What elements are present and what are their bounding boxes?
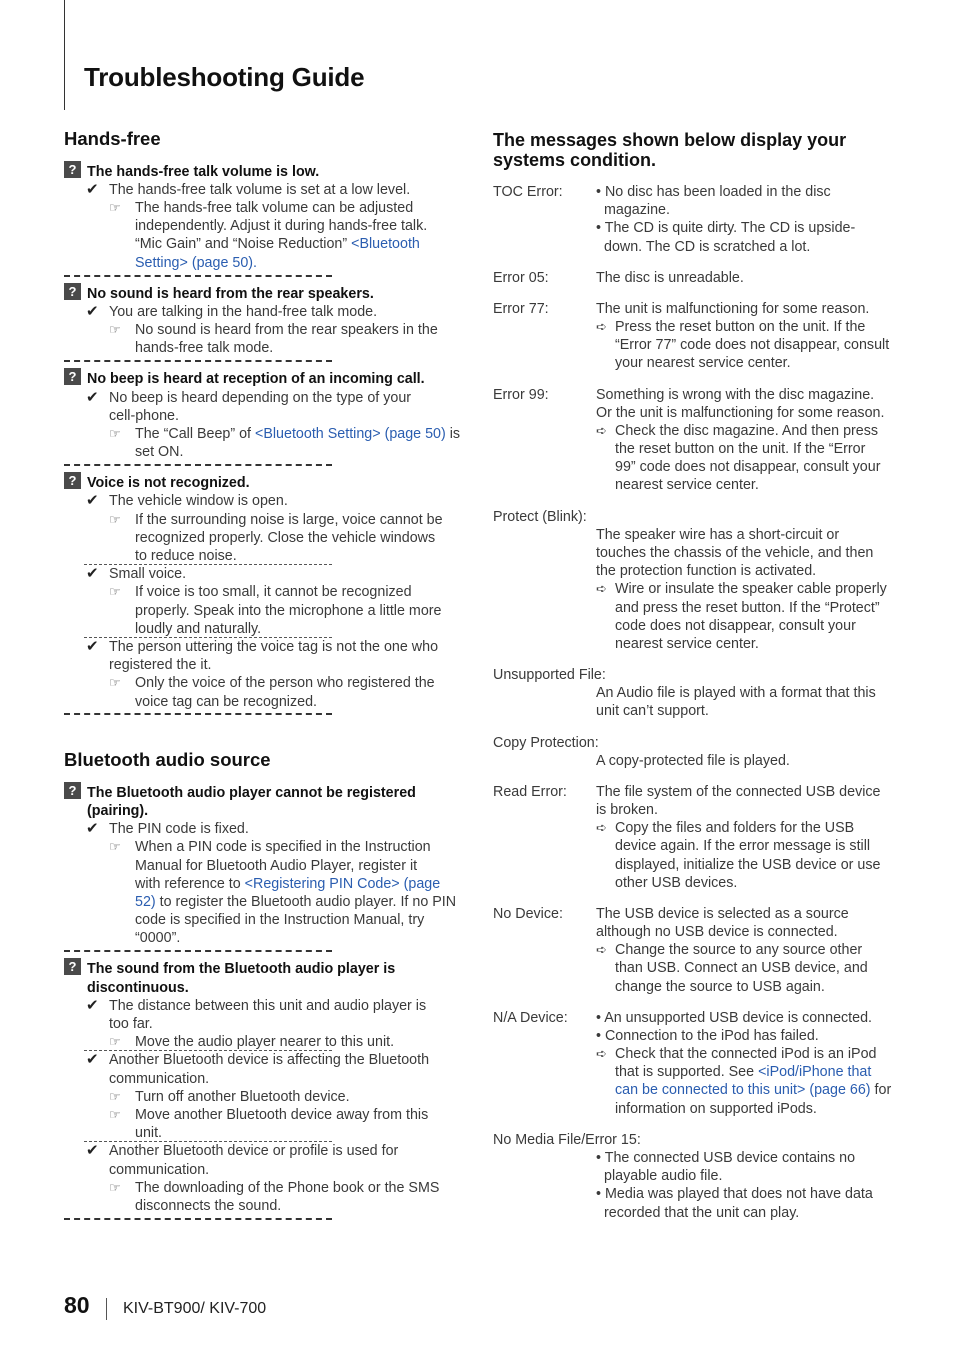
remedy-text: If voice is too small, it cannot be recognized [135, 584, 412, 600]
remedy-text-part: “Mic Gain” and “Noise Reduction” [135, 236, 352, 252]
message-text: touches the chassis of the vehicle, and then [596, 545, 874, 561]
message-text: The USB device is selected as a source [596, 906, 849, 922]
divider [64, 713, 332, 715]
cause-text: The person uttering the voice tag is not the one who [109, 639, 439, 655]
message-label: TOC Error: [493, 184, 563, 200]
message-text: The unit is malfunctioning for some reason. [596, 301, 870, 317]
reference-icon: ☞ [109, 200, 121, 215]
message-action-part: for [870, 1082, 892, 1098]
problem-title: The Bluetooth audio player cannot be registered [87, 785, 416, 801]
reference-icon: ☞ [109, 1034, 121, 1049]
remedy-text: unit. [135, 1125, 163, 1141]
page-title: Troubleshooting Guide [84, 62, 365, 92]
bluetooth-setting-link[interactable]: <Bluetooth Setting> (page 50) [255, 426, 446, 442]
message-text: The file system of the connected USB device [596, 784, 881, 800]
message-action: 99” code does not disappear, consult your [615, 459, 881, 475]
cause-text: communication. [109, 1162, 210, 1178]
cause-text: You are talking in the hand-free talk mode. [109, 304, 378, 320]
message-label: No Media File/Error 15: [493, 1132, 641, 1148]
divider [64, 1218, 332, 1220]
remedy-text: independently. Adjust it during hands-free talk. [135, 218, 428, 234]
remedy-text: to reduce noise. [135, 548, 237, 564]
cause-text: communication. [109, 1071, 210, 1087]
message-text: is broken. [596, 802, 658, 818]
reference-icon: ☞ [109, 1089, 121, 1104]
check-icon: ✔ [86, 303, 99, 320]
problem-title: discontinuous. [87, 980, 189, 996]
remedy-text: loudly and naturally. [135, 621, 262, 637]
cause-text: The hands-free talk volume is set at a low level. [109, 182, 411, 198]
message-text: A copy-protected file is played. [596, 753, 790, 769]
remedy-text: Move the audio player nearer to this unit. [135, 1034, 395, 1050]
remedy-text [135, 425, 460, 443]
remedy-text: Turn off another Bluetooth device. [135, 1089, 350, 1105]
message-text: recorded that the unit can play. [604, 1205, 800, 1221]
question-icon: ? [64, 368, 81, 385]
arrow-icon: ➪ [596, 820, 607, 835]
remedy-text-part: . [253, 255, 258, 271]
message-action: “Error 77” code does not disappear, consult [615, 337, 890, 353]
check-icon: ✔ [86, 389, 99, 406]
remedy-text: properly. Speak into the microphone a little more [135, 603, 442, 619]
message-action: Check the disc magazine. And then press [615, 423, 879, 439]
remedy-text: recognized properly. Close the vehicle windows [135, 530, 436, 546]
reference-icon: ☞ [109, 584, 121, 599]
reference-icon: ☞ [109, 512, 121, 527]
problem-title: No sound is heard from the rear speakers. [87, 286, 374, 302]
arrow-icon: ➪ [596, 1046, 607, 1061]
check-icon: ✔ [86, 565, 99, 582]
message-action [615, 1063, 871, 1081]
message-text: the protection function is activated. [596, 563, 817, 579]
remedy-text: The downloading of the Phone book or the SMS [135, 1180, 440, 1196]
section-heading-hands-free: Hands-free [64, 128, 161, 149]
message-text: • The CD is quite dirty. The CD is upside- [596, 220, 856, 236]
ipod-iphone-link[interactable]: can be connected to this unit> (page 66) [615, 1082, 871, 1098]
message-action: displayed, initialize the USB device or use [615, 857, 881, 873]
question-icon: ? [64, 161, 81, 178]
message-action: code does not disappear, consult your [615, 618, 856, 634]
bluetooth-setting-link[interactable]: <Bluetooth [351, 236, 420, 252]
message-label: Error 99: [493, 387, 549, 403]
reference-icon: ☞ [109, 839, 121, 854]
message-action: Change the source to any source other [615, 942, 863, 958]
cause-text: No beep is heard depending on the type of your [109, 390, 412, 406]
message-text: • Connection to the iPod has failed. [596, 1028, 819, 1044]
message-text: • An unsupported USB device is connected. [596, 1010, 873, 1026]
message-action: nearest service center. [615, 477, 759, 493]
message-label: No Device: [493, 906, 563, 922]
divider [64, 360, 332, 362]
check-icon: ✔ [86, 181, 99, 198]
message-label: Copy Protection: [493, 735, 599, 751]
message-action: other USB devices. [615, 875, 738, 891]
reference-icon: ☞ [109, 1180, 121, 1195]
arrow-icon: ➪ [596, 423, 607, 438]
message-action: the reset button on the unit. If the “Error [615, 441, 866, 457]
question-icon: ? [64, 472, 81, 489]
remedy-text: code is specified in the Instruction Manual, try [135, 912, 425, 928]
divider [64, 275, 332, 277]
heading-line: systems condition. [493, 150, 657, 170]
remedy-text: Only the voice of the person who registered the [135, 675, 435, 691]
cause-text: Another Bluetooth device is affecting the Bluetooth [109, 1052, 430, 1068]
cause-text: The vehicle window is open. [109, 493, 288, 509]
message-action: Press the reset button on the unit. If the [615, 319, 866, 335]
heading-line: The messages shown below display your [493, 130, 847, 150]
message-action: device again. If the error message is still [615, 838, 871, 854]
remedy-text [135, 875, 440, 893]
problem-title: Voice is not recognized. [87, 475, 250, 491]
message-action: Copy the files and folders for the USB [615, 820, 855, 836]
divider [64, 464, 332, 466]
remedy-text [135, 235, 420, 253]
remedy-text: Move another Bluetooth device away from this [135, 1107, 429, 1123]
message-action: than USB. Connect an USB device, and [615, 960, 868, 976]
message-text: Or the unit is malfunctioning for some reason. [596, 405, 885, 421]
problem-title: The hands-free talk volume is low. [87, 164, 320, 180]
check-icon: ✔ [86, 492, 99, 509]
arrow-icon: ➪ [596, 942, 607, 957]
message-text: • The connected USB device contains no [596, 1150, 856, 1166]
message-action [615, 1081, 891, 1099]
arrow-icon: ➪ [596, 319, 607, 334]
problem-title: No beep is heard at reception of an incoming call. [87, 371, 425, 387]
message-label: Protect (Blink): [493, 509, 587, 525]
message-text: Something is wrong with the disc magazine. [596, 387, 875, 403]
message-action: Wire or insulate the speaker cable properly [615, 581, 887, 597]
message-text: magazine. [604, 202, 670, 218]
message-label: Unsupported File: [493, 667, 606, 683]
cause-text: The distance between this unit and audio player is [109, 998, 427, 1014]
message-action: and press the reset button. If the “Protect” [615, 600, 880, 616]
remedy-text: disconnects the sound. [135, 1198, 282, 1214]
message-action: nearest service center. [615, 636, 759, 652]
header-rule [64, 0, 65, 110]
message-text: An Audio file is played with a format that this [596, 685, 876, 701]
cause-text: The PIN code is fixed. [109, 821, 249, 837]
remedy-text-part: is [445, 426, 461, 442]
remedy-text: When a PIN code is specified in the Instruction [135, 839, 431, 855]
section-heading-bluetooth-audio: Bluetooth audio source [64, 749, 271, 770]
cause-text: registered the it. [109, 657, 212, 673]
message-label: Error 77: [493, 301, 549, 317]
remedy-text: Manual for Bluetooth Audio Player, register it [135, 858, 418, 874]
bluetooth-setting-link[interactable]: Setting> (page 50) [135, 255, 254, 271]
remedy-text: “0000”. [135, 930, 181, 946]
reference-icon: ☞ [109, 426, 121, 441]
divider [64, 950, 332, 952]
remedy-text: No sound is heard from the rear speakers in the [135, 322, 438, 338]
message-action: information on supported iPods. [615, 1101, 817, 1117]
arrow-icon: ➪ [596, 581, 607, 596]
message-text: playable audio file. [604, 1168, 723, 1184]
remedy-text [135, 893, 456, 911]
ipod-iphone-link[interactable]: <iPod/iPhone that [758, 1064, 872, 1080]
cause-text: too far. [109, 1016, 153, 1032]
reference-icon: ☞ [109, 675, 121, 690]
question-icon: ? [64, 782, 81, 799]
problem-title: The sound from the Bluetooth audio player is [87, 961, 396, 977]
cause-text: Small voice. [109, 566, 187, 582]
check-icon: ✔ [86, 638, 99, 655]
section-heading-messages [493, 130, 913, 170]
check-icon: ✔ [86, 997, 99, 1014]
remedy-text [135, 254, 257, 272]
message-text: although no USB device is connected. [596, 924, 838, 940]
reference-icon: ☞ [109, 1107, 121, 1122]
message-action: your nearest service center. [615, 355, 791, 371]
message-action: Check that the connected iPod is an iPod [615, 1046, 877, 1062]
message-action: change the source to USB again. [615, 979, 825, 995]
message-label: N/A Device: [493, 1010, 568, 1026]
footer-separator [106, 1298, 107, 1320]
reference-icon: ☞ [109, 322, 121, 337]
problem-title: (pairing). [87, 803, 149, 819]
remedy-text: voice tag can be recognized. [135, 694, 318, 710]
page-number: 80 [64, 1292, 90, 1318]
question-icon: ? [64, 958, 81, 975]
cause-text: Another Bluetooth device or profile is used for [109, 1143, 399, 1159]
check-icon: ✔ [86, 1142, 99, 1159]
remedy-text-part: with reference to [135, 876, 245, 892]
message-text: • Media was played that does not have data [596, 1186, 873, 1202]
message-text: down. The CD is scratched a lot. [604, 239, 811, 255]
remedy-text: hands-free talk mode. [135, 340, 274, 356]
message-label: Read Error: [493, 784, 567, 800]
remedy-text: set ON. [135, 444, 184, 460]
cause-text: cell-phone. [109, 408, 179, 424]
remedy-text-part: to register the Bluetooth audio player. If no PIN [155, 894, 457, 910]
message-action-part: that is supported. See [615, 1064, 759, 1080]
message-text: The disc is unreadable. [596, 270, 744, 286]
registering-pin-code-link[interactable]: 52) [135, 894, 156, 910]
model-name: KIV-BT900/ KIV-700 [123, 1300, 267, 1317]
question-icon: ? [64, 283, 81, 300]
message-label: Error 05: [493, 270, 549, 286]
check-icon: ✔ [86, 1051, 99, 1068]
remedy-text-part: The “Call Beep” of [135, 426, 255, 442]
remedy-text: If the surrounding noise is large, voice cannot be [135, 512, 443, 528]
check-icon: ✔ [86, 820, 99, 837]
message-text: unit can’t support. [596, 703, 709, 719]
message-text: • No disc has been loaded in the disc [596, 184, 831, 200]
remedy-text: The hands-free talk volume can be adjusted [135, 200, 414, 216]
message-text: The speaker wire has a short-circuit or [596, 527, 840, 543]
registering-pin-code-link[interactable]: <Registering PIN Code> (page [244, 876, 441, 892]
